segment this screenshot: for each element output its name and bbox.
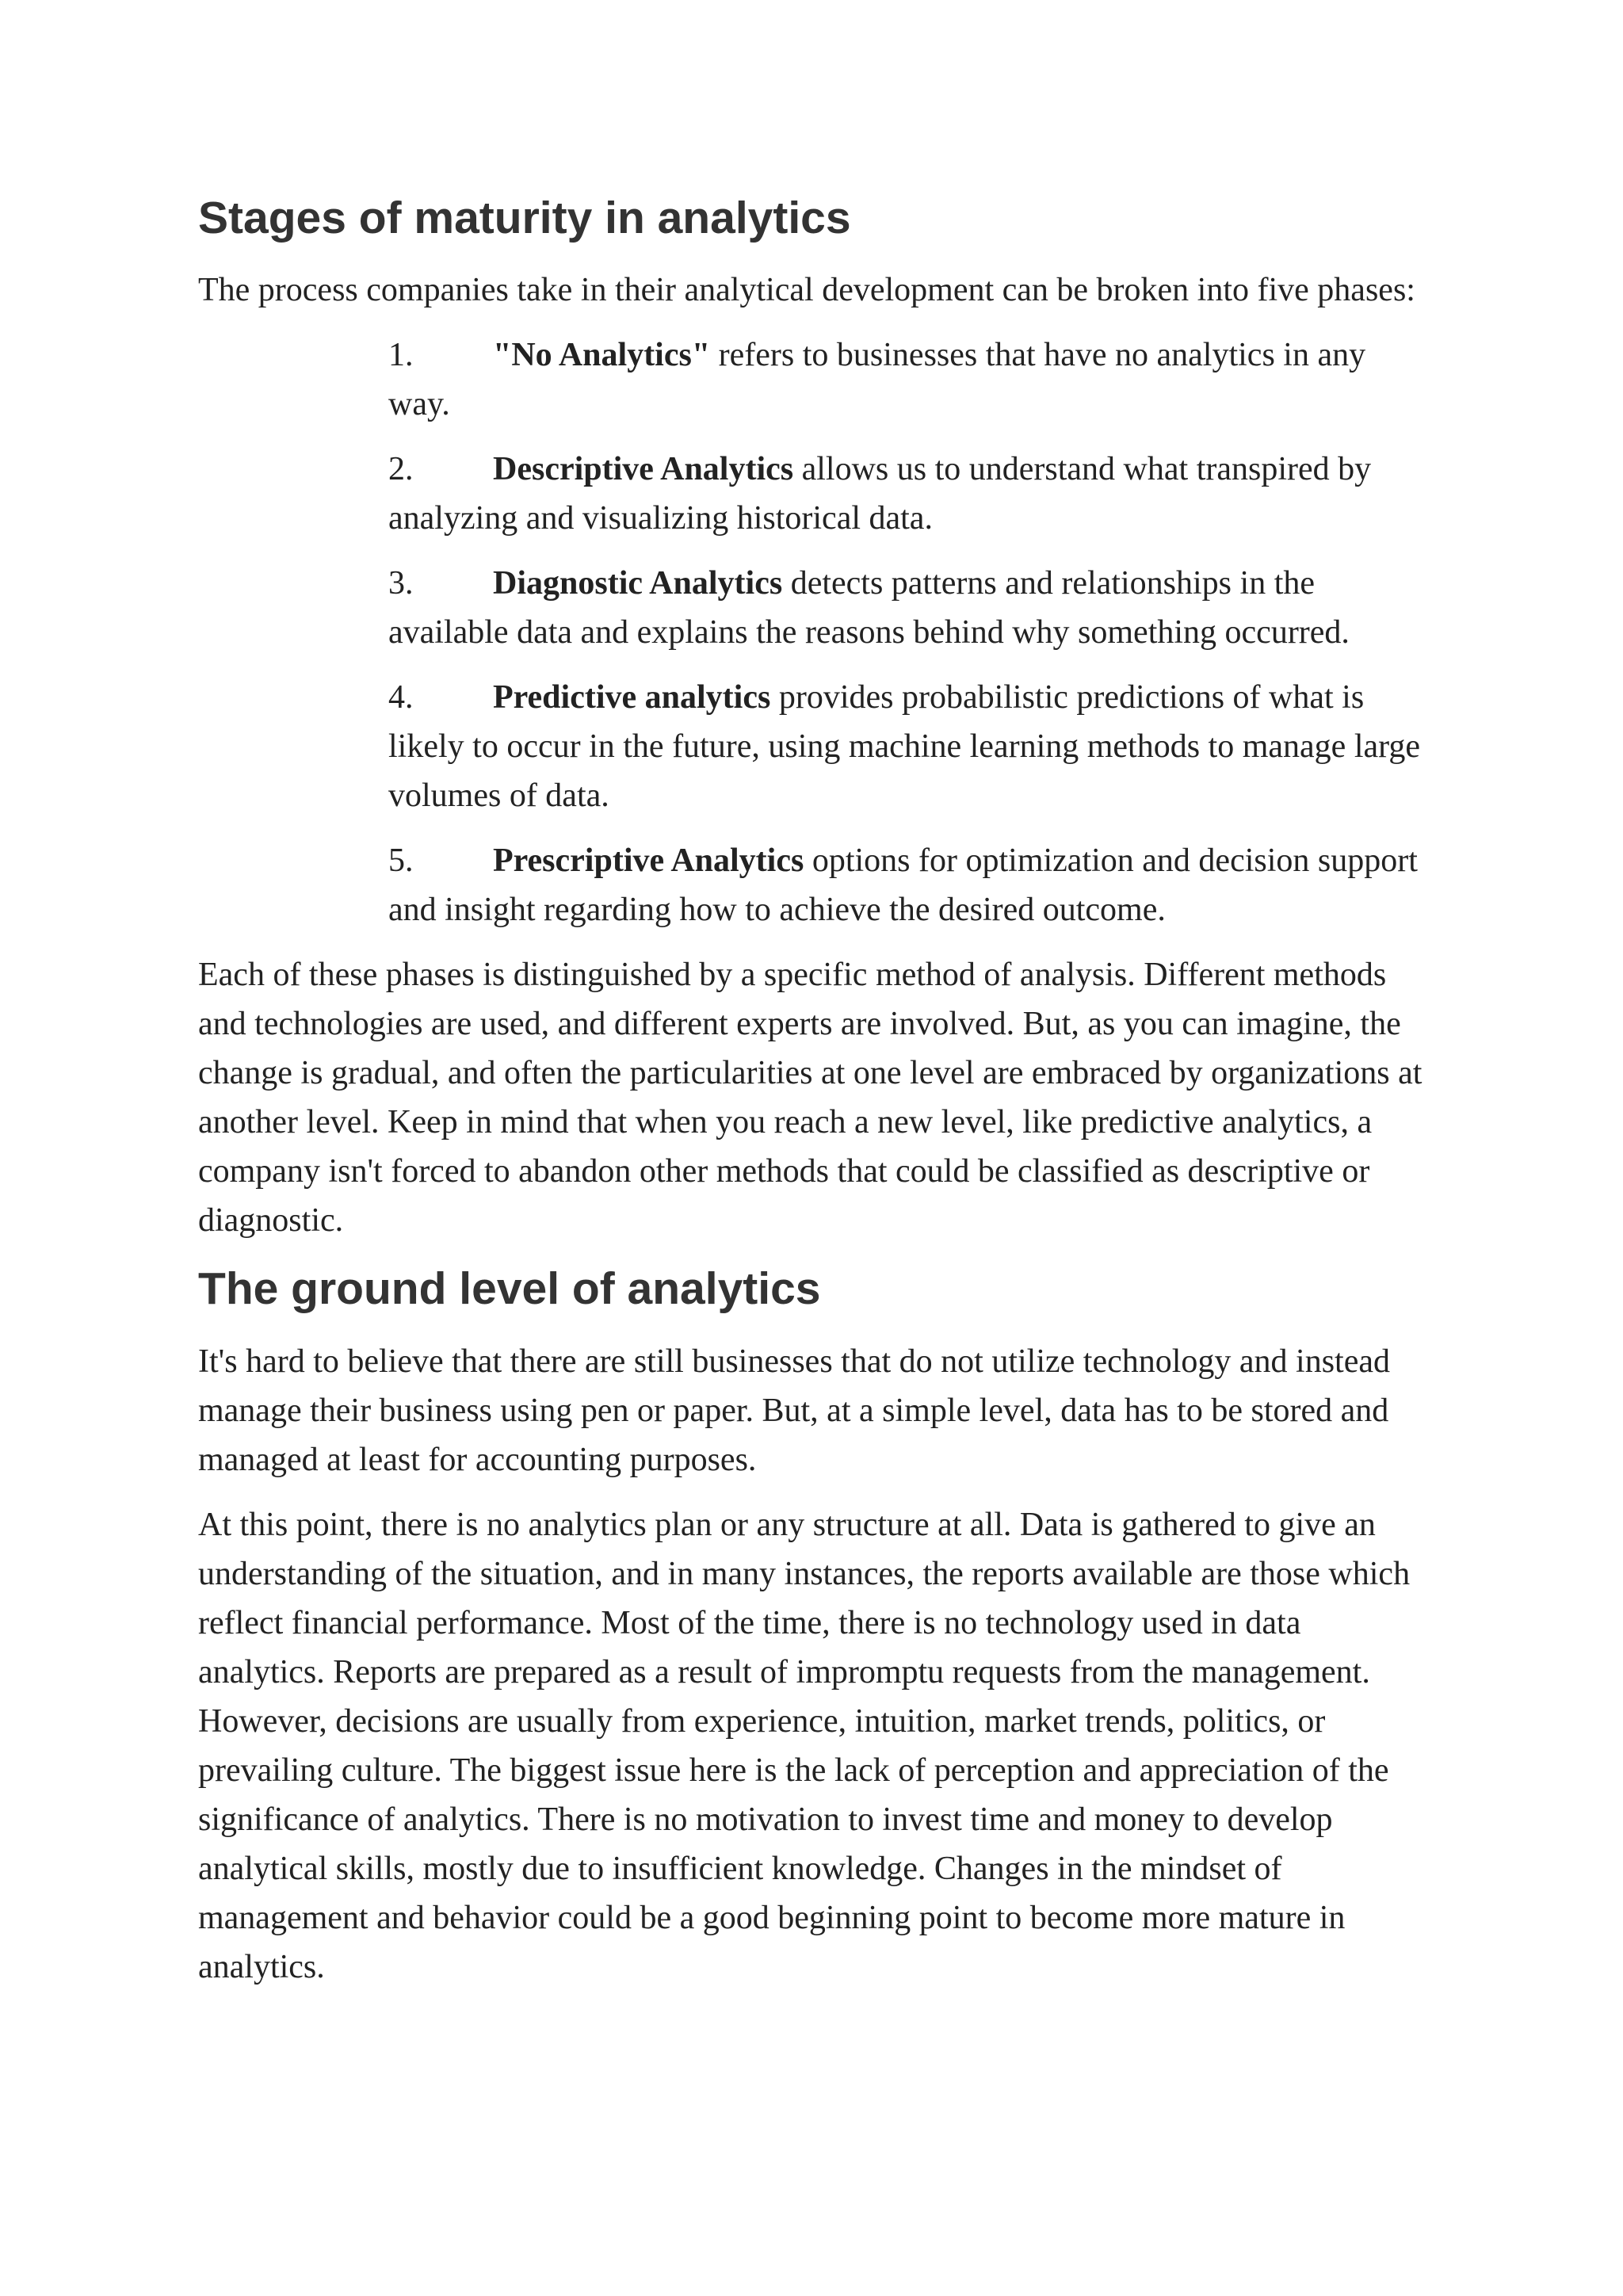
list-item	[388, 836, 1434, 934]
phase-description: provides probabilistic predictions of what is likely to occur in the future, using machine learning methods to manage large volumes of data.	[388, 679, 1420, 815]
ground-level-paragraph-1: It's hard to believe that there are still businesses that do not utilize technology and instead manage their business using pen or paper. But, at a simple level, data has to be stored and managed at least for accounting purposes.	[198, 1343, 1391, 1478]
phase-term: Descriptive Analytics	[493, 451, 794, 488]
list-item	[388, 445, 1434, 543]
list-number: 1.	[388, 337, 414, 374]
list-item	[388, 673, 1434, 820]
phase-term: Predictive analytics	[493, 679, 771, 716]
list-number: 4.	[388, 679, 414, 716]
closing-paragraph: Each of these phases is distinguished by a specific method of analysis. Different methods and technologies are used, and different experts are involved. But, as you can imagine, the change is gradual, and often the particularities at one level are embraced by organizations at another level. Keep in mind that when you reach a new level, like predictive analytics, a company isn't forced to abandon other methods that could be classified as descriptive or diagnostic.	[198, 957, 1423, 1240]
phase-term: Diagnostic Analytics	[493, 565, 783, 602]
ground-level-paragraph-2: At this point, there is no analytics plan or any structure at all. Data is gathered to give an understanding of the situation, and in many instances, the reports available are those which reflect financial performance. Most of the time, there is no technology used in data analytics. Reports are prepared as a result of impromptu requests from the management. However, decisions are usually from experience, intuition, market trends, politics, or prevailing culture. The biggest issue here is the lack of perception and appreciation of the significance of analytics. There is no motivation to invest time and money to develop analytical skills, mostly due to insufficient knowledge. Changes in the mindset of management and behavior could be a good beginning point to become more mature in analytics.	[198, 1506, 1411, 1985]
intro-paragraph: The process companies take in their analytical development can be broken into five phases:	[198, 272, 1415, 309]
document-page	[198, 190, 1434, 2008]
section-heading-ground-level: The ground level of analytics	[198, 1263, 821, 1315]
list-number: 2.	[388, 451, 414, 488]
phase-description: detects patterns and relationships in the available data and explains the reasons behind why something occurred.	[388, 565, 1350, 651]
phase-term: "No Analytics"	[493, 337, 711, 374]
list-number: 5.	[388, 842, 414, 880]
phase-list	[198, 330, 1434, 934]
phase-description: allows us to understand what transpired by analyzing and visualizing historical data.	[388, 451, 1372, 537]
section-heading-stages: Stages of maturity in analytics	[198, 193, 851, 243]
list-item	[388, 559, 1434, 657]
phase-description: options for optimization and decision support and insight regarding how to achieve the desired outcome.	[388, 842, 1418, 929]
list-number: 3.	[388, 565, 414, 602]
phase-term: Prescriptive Analytics	[493, 842, 804, 880]
phase-description: refers to businesses that have no analytics in any way.	[388, 337, 1366, 423]
list-item	[388, 330, 1434, 429]
